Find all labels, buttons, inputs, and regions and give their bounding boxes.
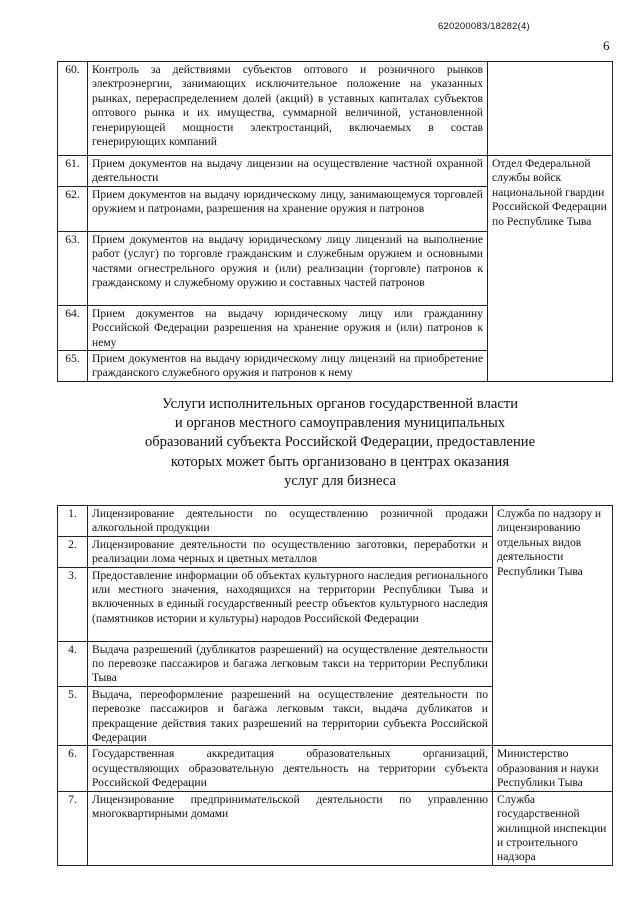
table-row xyxy=(58,746,613,791)
table-row xyxy=(58,791,613,865)
authority-nadzor: Служба по надзору и лицензированию отдельных видов деятельности Республики Тыва xyxy=(493,506,613,746)
service-description: Лицензирование деятельности по осуществлению розничной продажи алкогольной продукции xyxy=(88,506,493,537)
service-description: Прием документов на выдачу юридическому лицу, занимающемуся торговлей оружием и патронами, разрешения на хранение оружия и патронов xyxy=(88,186,488,231)
row-number: 7. xyxy=(58,791,88,865)
service-description: Контроль за действиями субъектов оптового и розничного рынков электроэнергии, занимающих исключительное положение на указанных рынках, перераспределением долей (акций) в уставных капиталах субъектов оптового рынка и их имущества, суммарной величиной, установленной генерирующей мощности электростанций, включаемых в состав генерирующих компаний xyxy=(88,62,488,156)
row-number: 1. xyxy=(58,506,88,537)
page-number: 6 xyxy=(603,38,610,53)
authority-rosgvardia: Отдел Федеральной службы войск национальной гвардии Российской Федерации по Республике Тыва xyxy=(488,156,613,382)
row-number: 64. xyxy=(58,305,88,350)
service-description: Выдача, переоформление разрешений на осуществление деятельности по перевозке пассажиров и багажа легковым такси, выдача дубликатов и прекращение действия таких разрешений на территории субъекта Российской Федерации xyxy=(88,686,493,746)
heading-line: и органов местного самоуправления муниципальных xyxy=(174,415,506,432)
service-description: Прием документов на выдачу юридическому лицу лицензий на выполнение работ (услуг) по торговле гражданским и служебным оружием и основными частями огнестрельного оружия и (или) реализации (торговле) патронов к гражданскому и служебному оружию и составных частей патронов xyxy=(88,231,488,305)
row-number: 2. xyxy=(58,536,88,567)
document-id: 620200083/18282(4) xyxy=(438,21,530,32)
service-description: Лицензирование деятельности по осуществлению заготовки, переработки и реализации лома черных и цветных металлов xyxy=(88,536,493,567)
row-number: 60. xyxy=(58,62,88,156)
row-number: 6. xyxy=(58,746,88,791)
heading-line: услуг для бизнеса xyxy=(284,472,396,489)
service-description: Выдача разрешений (дубликатов разрешений) на осуществление деятельности по перевозке пассажиров и багажа легковым такси на территории Республики Тыва xyxy=(88,641,493,686)
services-table-continued xyxy=(57,61,613,382)
row-number: 62. xyxy=(58,186,88,231)
row-number: 5. xyxy=(58,686,88,746)
service-description: Государственная аккредитация образовательных организаций, осуществляющих образовательную деятельность на территории субъекта Российской Федерации xyxy=(88,746,493,791)
business-services-table xyxy=(57,505,613,866)
authority-education: Министерство образования и науки Республики Тыва xyxy=(493,746,613,791)
row-number: 65. xyxy=(58,351,88,382)
row-number: 4. xyxy=(58,641,88,686)
authority-cell-empty xyxy=(488,62,613,156)
table-row xyxy=(58,506,613,537)
service-description: Предоставление информации об объектах культурного наследия регионального или местного значения, находящихся на территории Республики Тыва и включенных в единый государственный реестр объектов культурного наследия (памятников истории и культуры) народов Российской Федерации xyxy=(88,567,493,641)
authority-housing: Служба государственной жилищной инспекции и строительного надзора xyxy=(493,791,613,865)
heading-line: образований субъекта Российской Федерации, предоставление xyxy=(144,434,536,451)
service-description: Прием документов на выдачу юридическому лицу лицензий на приобретение гражданского служебного оружия и патронов к нему xyxy=(88,351,488,382)
table-row xyxy=(58,156,613,187)
heading-line: Услуги исполнительных органов государственной власти xyxy=(161,396,519,412)
service-description: Прием документов на выдачу юридическому лицу или гражданину Российской Федерации разрешения на хранение оружия и (или) патронов к нему xyxy=(88,305,488,350)
row-number: 63. xyxy=(58,231,88,305)
service-description: Лицензирование предпринимательской деятельности по управлению многоквартирными домами xyxy=(88,791,493,865)
service-description: Прием документов на выдачу лицензии на осуществление частной охранной деятельности xyxy=(88,156,488,187)
row-number: 61. xyxy=(58,156,88,187)
table-row xyxy=(58,62,613,156)
section-heading xyxy=(60,395,620,491)
heading-line: которых может быть организовано в центрах оказания xyxy=(170,453,510,470)
row-number: 3. xyxy=(58,567,88,641)
